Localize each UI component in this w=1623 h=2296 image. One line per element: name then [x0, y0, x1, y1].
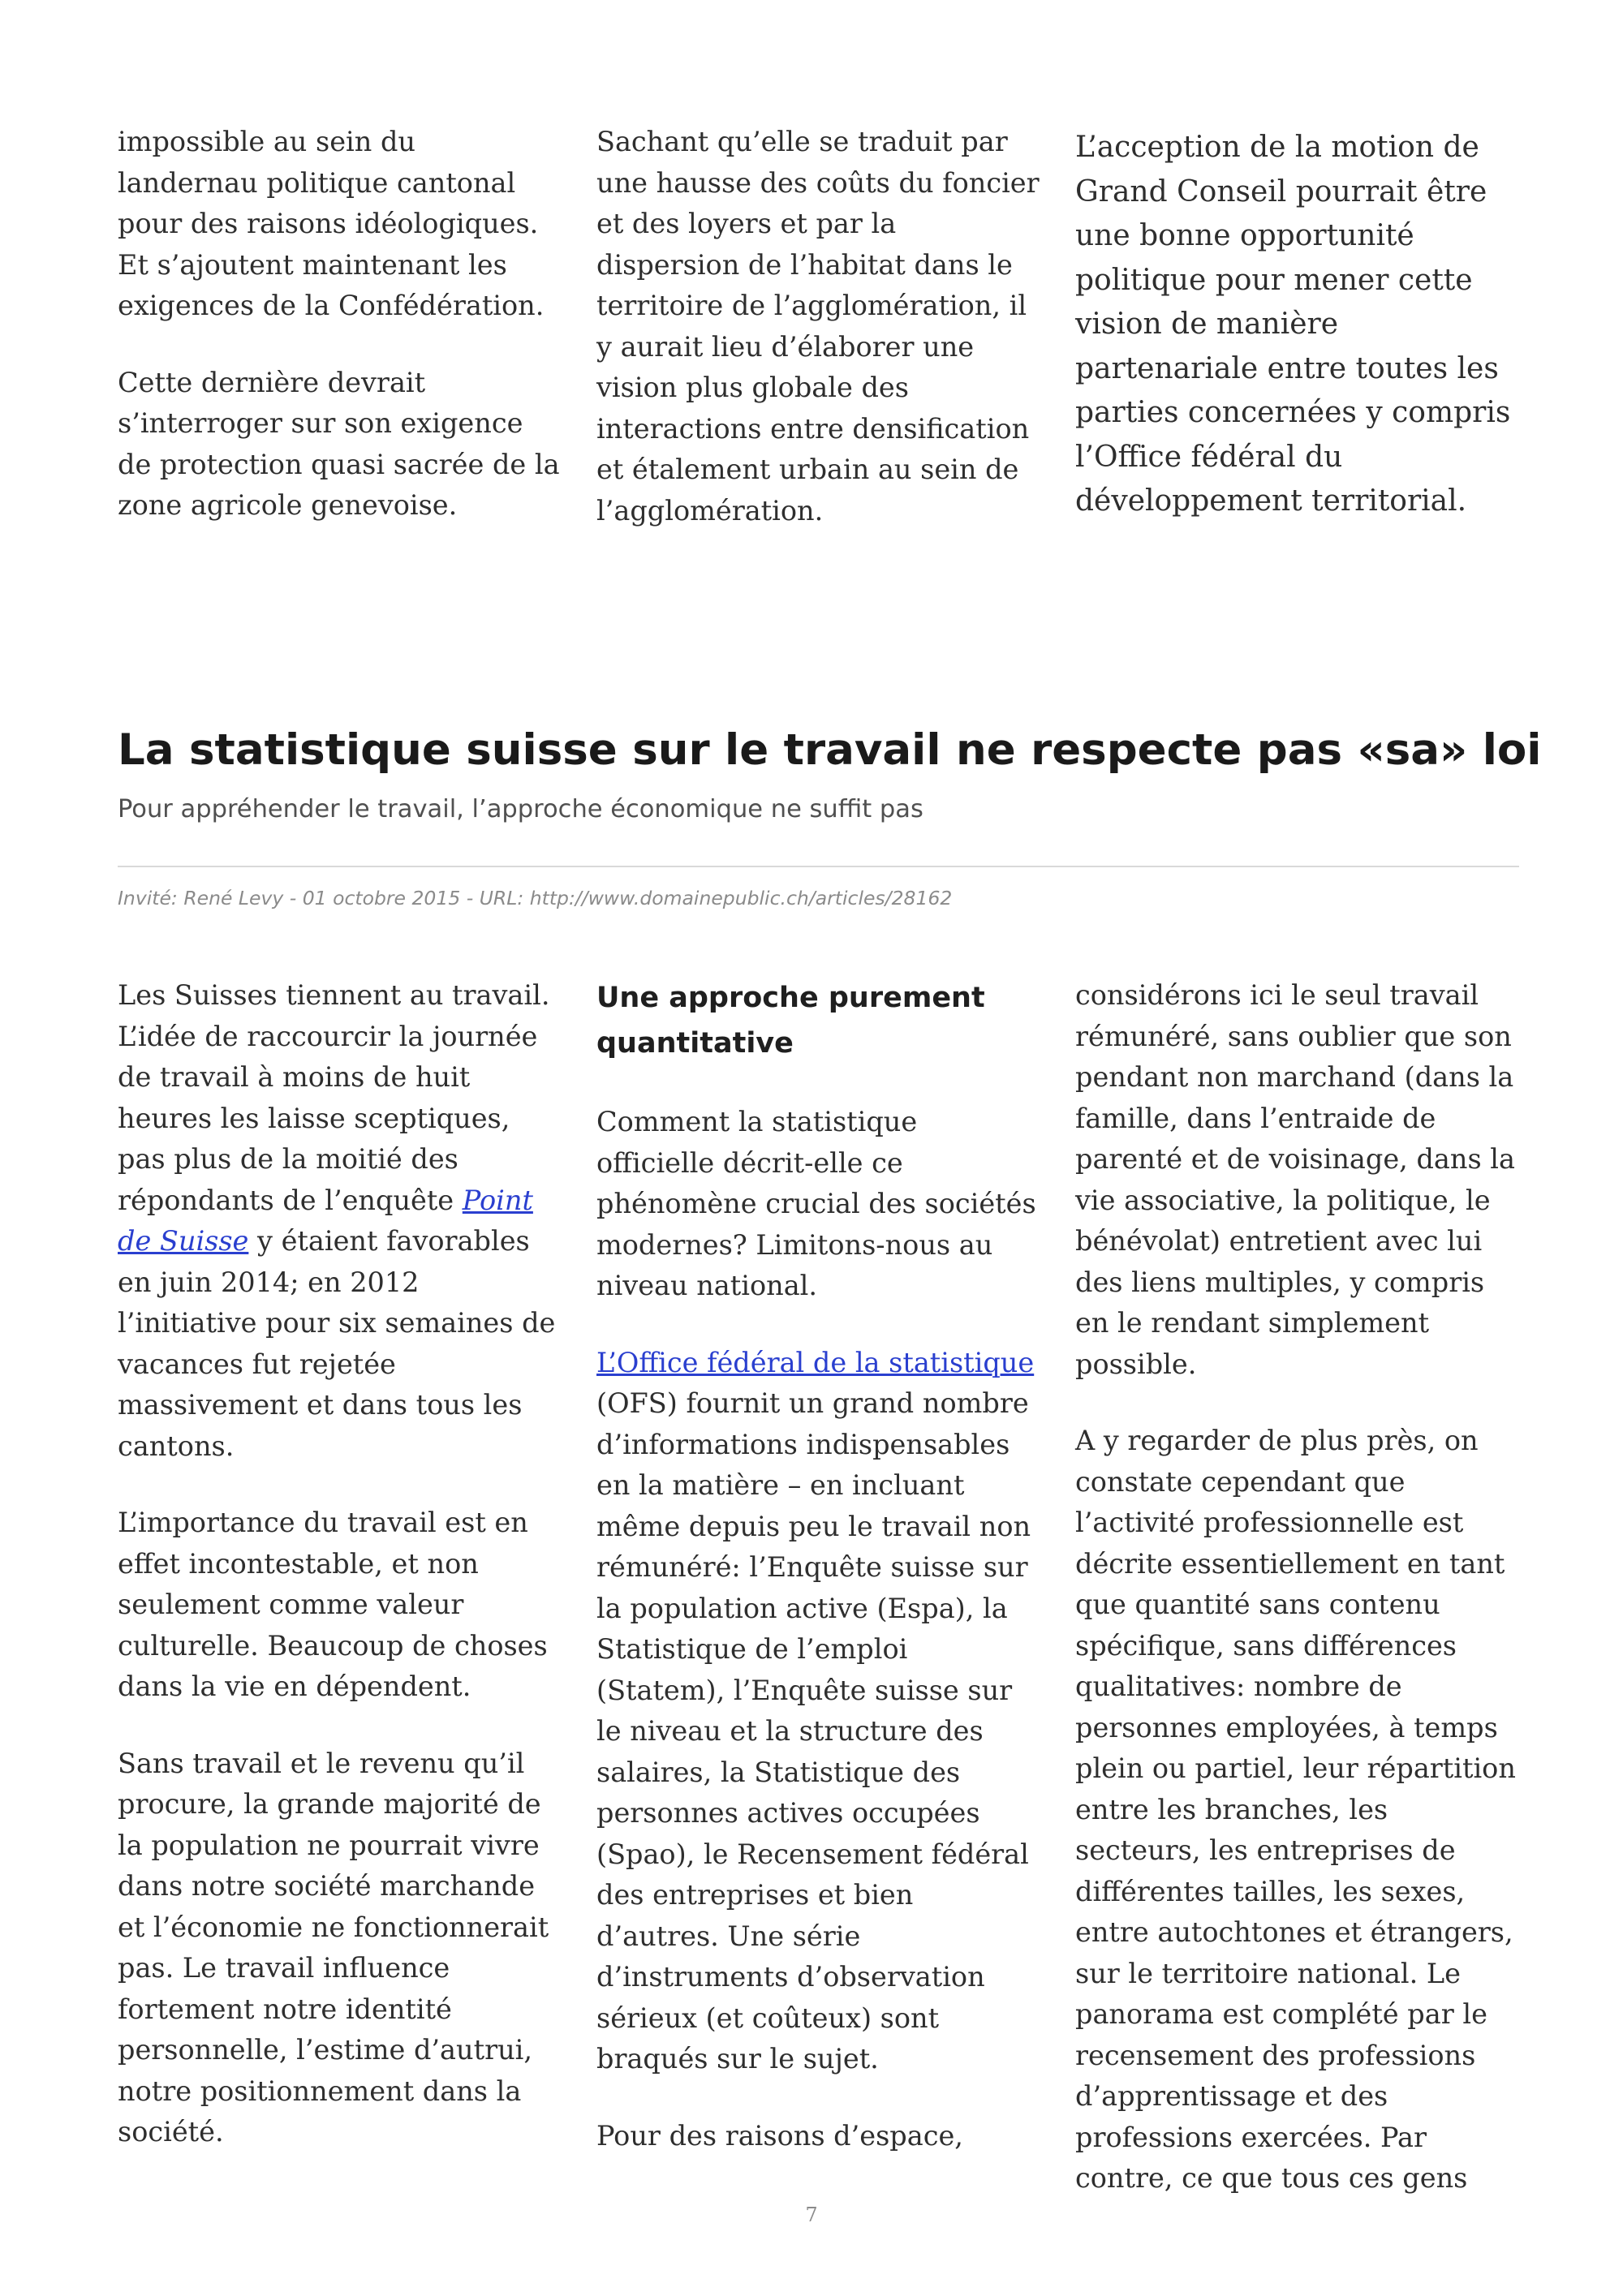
paragraph	[118, 975, 562, 1467]
point-de-suisse-link[interactable]: Point de Suisse	[118, 1184, 533, 1257]
paragraph: Sans travail et le revenu qu’il procure, la grande majorité de la population ne pourrait vivre dans notre société marchande et l’économie ne fonctionnerait pas. Le travail influence fortement notre identité personnelle, l’estime d’autrui, notre positionnement dans la société.	[118, 1747, 549, 2148]
previous-article-column-3	[1075, 126, 1520, 524]
ofs-link[interactable]: L’Office fédéral de la statistique	[596, 1346, 1035, 1378]
article-title: La statistique suisse sur le travail ne respecte pas «sa» loi	[118, 725, 1542, 775]
article-meta: Invité: René Levy - 01 octobre 2015 - URL: http://www.domainepublic.ch/articles/28162	[118, 887, 953, 909]
paragraph-text: Les Suisses tiennent au travail. L’idée de raccourcir la journée de travail à moins de huit heures les laisse sceptiques, pas plus de la moitié des répondants de l’enquête	[118, 979, 550, 1216]
divider	[118, 866, 1519, 867]
paragraph: A y regarder de plus près, on constate cependant que l’activité professionnelle est décrite essentiellement en tant que quantité sans contenu spécifique, sans différences qualitatives: nombre de personnes employées, à temps plein ou partiel, leur répartition entre les branches, les secteurs, les entreprises de différentes tailles, les sexes, entre autochtones et étrangers, sur le territoire national. Le panorama est complété par le recensement des professions d’apprentissage et des professions exercées. Par contre, ce que tous ces gens	[1075, 1425, 1516, 2194]
article-column-3	[1075, 975, 1520, 2199]
article-column-2	[596, 975, 1041, 2156]
paragraph: L’importance du travail est en effet incontestable, et non seulement comme valeur culturelle. Beaucoup de choses dans la vie en dépendent.	[118, 1507, 548, 1702]
article-subtitle: Pour appréhender le travail, l’approche économique ne suffit pas	[118, 795, 923, 823]
paragraph-text: y étaient favorables en juin 2014; en 2012 l’initiative pour six semaines de vacances fut rejetée massivement et dans tous les cantons.	[118, 1225, 556, 1462]
paragraph	[596, 1343, 1041, 2080]
paragraph: Pour des raisons d’espace,	[596, 2119, 963, 2152]
page-number: 7	[805, 2204, 818, 2226]
paragraph: L’acception de la motion de Grand Conseil pourrait être une bonne opportunité politique pour mener cette vision de manière partenariale entre toutes les parties concernées y compris l’Office fédéral du développement territorial.	[1075, 131, 1511, 518]
previous-article-column-2	[596, 122, 1041, 531]
paragraph: considérons ici le seul travail rémunéré, sans oublier que son pendant non marchand (dans la famille, dans l’entraide de parenté et de voisinage, dans la vie associative, la politique, le bénévolat) entretient avec lui des liens multiples, y compris en le rendant simplement possible.	[1075, 979, 1515, 1380]
previous-article-column-1	[118, 122, 562, 527]
paragraph: Sachant qu’elle se traduit par une hausse des coûts du foncier et des loyers et par la dispersion de l’habitat dans le territoire de l’agglomération, il y aurait lieu d’élaborer une vision plus globale des interactions entre densification et étalement urbain au sein de l’agglomération.	[596, 126, 1040, 527]
paragraph: impossible au sein du landernau politique cantonal pour des raisons idéologiques. Et s’ajoutent maintenant les exigences de la Confédération.	[118, 126, 545, 321]
paragraph: Comment la statistique officielle décrit-elle ce phénomène crucial des sociétés modernes? Limitons-nous au niveau national.	[596, 1106, 1036, 1301]
paragraph-text: (OFS) fournit un grand nombre d’informations indispensables en la matière – en incluant même depuis peu le travail non rémunéré: l’Enquête suisse sur la population active (Espa), la Statistique de l’emploi (Statem), l’Enquête suisse sur le niveau et la structure des salaires, la Statistique des personnes actives occupées (Spao), le Recensement fédéral des entreprises et bien d’autres. Une série d’instruments d’observation sérieux (et coûteux) sont braqués sur le sujet.	[596, 1387, 1031, 2075]
paragraph: Cette dernière devrait s’interroger sur son exigence de protection quasi sacrée de la zone agricole genevoise.	[118, 366, 560, 521]
article-column-1	[118, 975, 562, 2153]
section-heading: Une approche purement quantitative	[596, 982, 985, 1060]
